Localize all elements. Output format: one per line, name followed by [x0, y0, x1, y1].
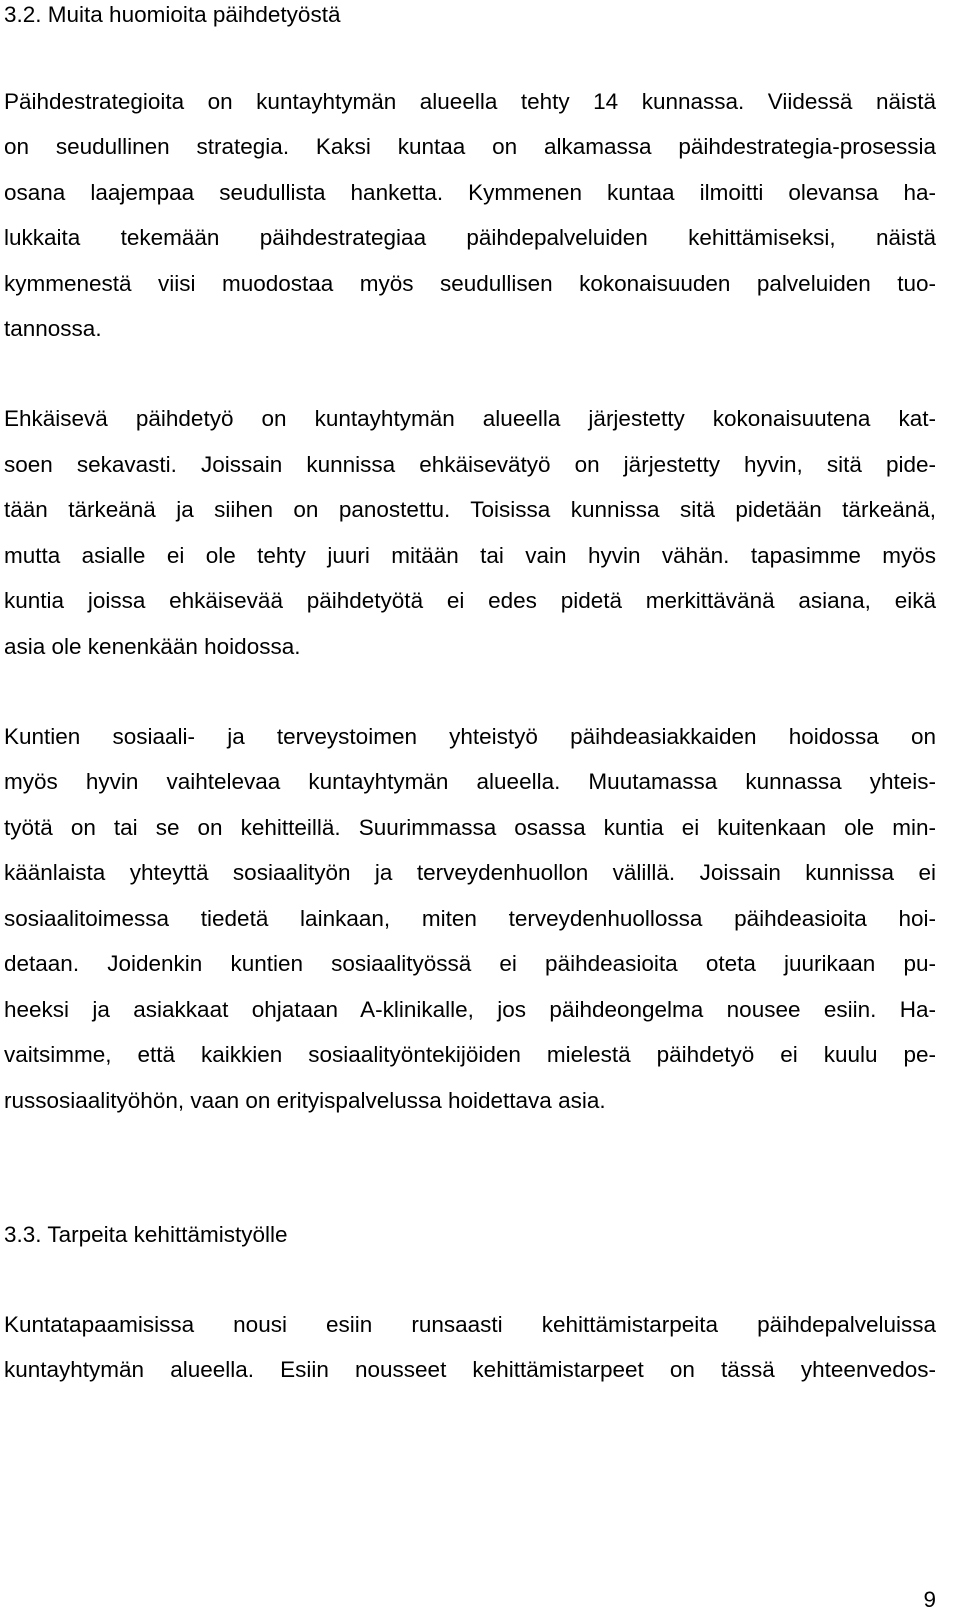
- text-line: soen sekavasti. Joissain kunnissa ehkäisevätyö on järjestetty hyvin, sitä pide-: [4, 452, 936, 477]
- text-line: russosiaalityöhön, vaan on erityispalvelussa hoidettava asia.: [4, 1088, 606, 1113]
- text-line: Kuntien sosiaali- ja terveystoimen yhteistyö päihdeasiakkaiden hoidossa on: [4, 724, 936, 749]
- text-line: työtä on tai se on kehitteillä. Suurimmassa osassa kuntia ei kuitenkaan ole min-: [4, 815, 936, 840]
- text-line: on seudullinen strategia. Kaksi kuntaa on alkamassa päihdestrategia-prosessia: [4, 134, 936, 159]
- text-line: kuntayhtymän alueella. Esiin nousseet kehittämistarpeet on tässä yhteenvedos-: [4, 1357, 936, 1382]
- text-line: käänlaista yhteyttä sosiaalityön ja terveydenhuollon välillä. Joissain kunnissa ei: [4, 860, 936, 885]
- text-line: asia ole kenenkään hoidossa.: [4, 634, 301, 659]
- text-line: kymmenestä viisi muodostaa myös seudullisen kokonaisuuden palveluiden tuo-: [4, 271, 936, 296]
- text-line: myös hyvin vaihtelevaa kuntayhtymän alueella. Muutamassa kunnassa yhteis-: [4, 769, 936, 794]
- text-line: vaitsimme, että kaikkien sosiaalityöntekijöiden mielestä päihdetyö ei kuulu pe-: [4, 1042, 936, 1067]
- page-number: 9: [923, 1587, 936, 1612]
- text-line: heeksi ja asiakkaat ohjataan A-klinikalle, jos päihdeongelma nousee esiin. Ha-: [4, 997, 936, 1022]
- text-line: detaan. Joidenkin kuntien sosiaalityössä ei päihdeasioita oteta juurikaan pu-: [4, 951, 936, 976]
- text-line: tään tärkeänä ja siihen on panostettu. Toisissa kunnissa sitä pidetään tärkeänä,: [4, 497, 936, 522]
- text-line: Päihdestrategioita on kuntayhtymän alueella tehty 14 kunnassa. Viidessä näistä: [4, 89, 936, 114]
- text-line: Ehkäisevä päihdetyö on kuntayhtymän alueella järjestetty kokonaisuutena kat-: [4, 406, 936, 431]
- text-line: osana laajempaa seudullista hanketta. Kymmenen kuntaa ilmoitti olevansa ha-: [4, 180, 936, 205]
- text-line: lukkaita tekemään päihdestrategiaa päihdepalveluiden kehittämiseksi, näistä: [4, 225, 936, 250]
- text-line: mutta asialle ei ole tehty juuri mitään tai vain hyvin vähän. tapasimme myös: [4, 543, 936, 568]
- text-line: sosiaalitoimessa tiedetä lainkaan, miten terveydenhuollossa päihdeasioita hoi-: [4, 906, 936, 931]
- section-heading-3-3: 3.3. Tarpeita kehittämistyölle: [4, 1222, 288, 1247]
- section-heading-3-2: 3.2. Muita huomioita päihdetyöstä: [4, 2, 341, 27]
- text-line: tannossa.: [4, 316, 102, 341]
- text-line: kuntia joissa ehkäisevää päihdetyötä ei edes pidetä merkittävänä asiana, eikä: [4, 588, 936, 613]
- text-line: Kuntatapaamisissa nousi esiin runsaasti kehittämistarpeita päihdepalveluissa: [4, 1312, 936, 1337]
